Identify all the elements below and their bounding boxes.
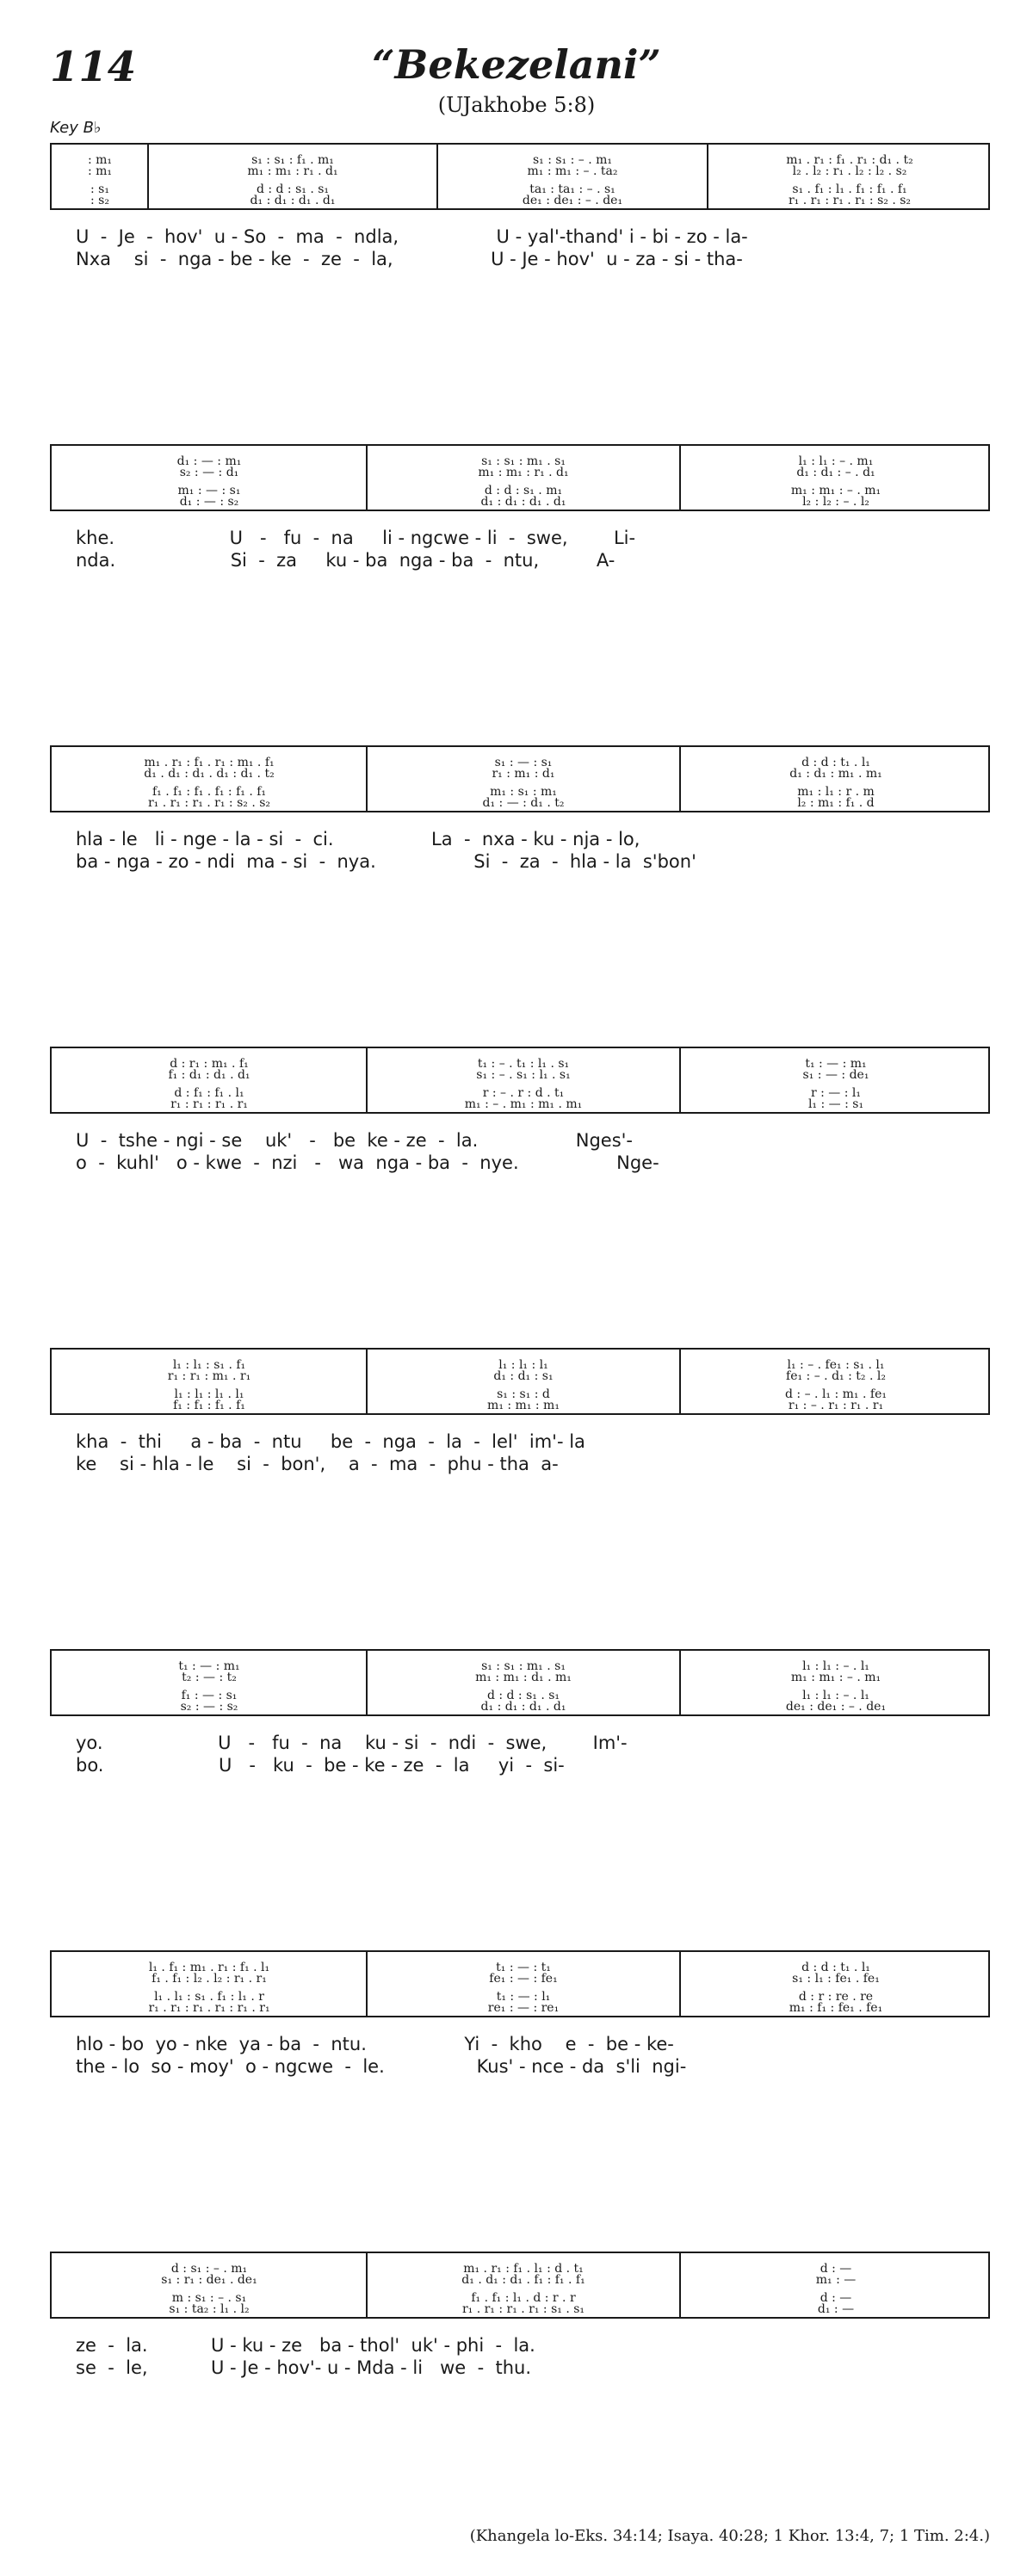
- notation-line: d : d : t₁ . l₁: [801, 756, 870, 769]
- notation-line: : m₁: [87, 164, 113, 178]
- notation-line: r₁ . r₁ : r₁ . r₁ : s₂ . s₂: [788, 194, 912, 207]
- notation-line: l₁ : – . fe₁ : s₁ . l₁: [787, 1358, 885, 1372]
- lyric-line: Nxa si - nga - be - ke - ze - la, U - Je - hov' u - za - si - tha-: [76, 249, 743, 269]
- lyric-line: ke si - hla - le si - bon', a - ma - phu - tha a-: [76, 1454, 559, 1474]
- notation-line: t₂ : — : t₂: [182, 1671, 237, 1684]
- notation-line: f₁ . f₁ : l₂ . l₂ : r₁ . r₁: [152, 1972, 267, 1986]
- notation-line: s₁ : – . s₁ : l₁ . s₁: [476, 1068, 571, 1082]
- notation-line: s₁ : s₁ : m₁ . s₁: [481, 454, 566, 468]
- barline: [366, 446, 368, 510]
- barline: [147, 145, 149, 208]
- notation-line: d : d : t₁ . l₁: [801, 1961, 870, 1974]
- notation-line: m₁ : m₁ : – . ta₂: [527, 164, 618, 178]
- notation-line: d₁ : d₁ : m₁ . m₁: [789, 767, 882, 781]
- barline: [679, 1350, 681, 1413]
- notation-line: de₁ : de₁ : – . de₁: [785, 1700, 887, 1714]
- staff-box: [50, 1348, 990, 1415]
- notation-line: t₁ : – . t₁ : l₁ . s₁: [477, 1057, 570, 1071]
- lyric-line: hlo - bo yo - nke ya - ba - ntu. Yi - kho e - be - ke-: [76, 2034, 674, 2054]
- notation-line: l₁ : — : s₁: [807, 1097, 864, 1111]
- system-4: [50, 1047, 990, 1193]
- system-6: [50, 1649, 990, 1795]
- lyric-line: o - kuhl' o - kwe - nzi - wa nga - ba - nye. Nge-: [76, 1152, 659, 1173]
- notation-line: m₁ : m₁ : r₁ . d₁: [247, 164, 338, 178]
- notation-line: d : – . l₁ : m₁ . fe₁: [785, 1387, 887, 1401]
- lyric-line: the - lo so - moy' o - ngcwe - le. Kus' - nce - da s'li ngi-: [76, 2056, 687, 2077]
- notation-line: m₁ : f₁ : fe₁ . fe₁: [789, 2001, 883, 2015]
- notation-line: s₂ : — : d₁: [179, 466, 239, 479]
- staff-box: [50, 444, 990, 511]
- notation-line: l₁ . l₁ : s₁ . f₁ : l₁ . r: [154, 1990, 264, 2004]
- notation-line: : s₂: [90, 194, 109, 207]
- system-8: [50, 2252, 990, 2398]
- notation-line: r₁ . r₁ : r₁ . r₁ : s₁ . s₁: [461, 2302, 585, 2316]
- notation-line: f₁ : f₁ : f₁ . f₁: [173, 1399, 245, 1412]
- lyric-line: yo. U - fu - na ku - si - ndi - swe, Im'-: [76, 1733, 628, 1753]
- notation-line: r₁ . r₁ : r₁ . r₁ : r₁ . r₁: [148, 2001, 270, 2015]
- lyric-line: ba - nga - zo - ndi ma - si - nya. Si - za - hla - la s'bon': [76, 851, 696, 872]
- notation-line: d₁ : — : s₂: [179, 495, 239, 509]
- notation-line: f₁ . f₁ : f₁ . f₁ : f₁ . f₁: [152, 785, 267, 799]
- notation-line: l₁ : l₁ : l₁: [498, 1358, 548, 1372]
- notation-line: m₁ : — : s₁: [177, 484, 241, 497]
- key-signature: Key B♭: [50, 119, 102, 137]
- notation-line: l₁ : l₁ : – . l₁: [802, 1659, 869, 1673]
- notation-line: r₁ : r₁ : m₁ . r₁: [167, 1369, 251, 1383]
- notation-line: m : s₁ : – . s₁: [171, 2291, 247, 2305]
- notation-line: d : —: [820, 2262, 852, 2276]
- hymn-number: 114: [50, 43, 137, 91]
- notation-line: l₁ : l₁ : l₁ . l₁: [174, 1387, 244, 1401]
- lyric-line: U - tshe - ngi - se uk' - be ke - ze - la. Nges'-: [76, 1130, 634, 1151]
- notation-line: d : —: [820, 2291, 852, 2305]
- hymn-title: “Bekezelani”: [372, 41, 661, 88]
- staff-box: [50, 1649, 990, 1716]
- notation-line: r₁ : r₁ : r₁ . r₁: [170, 1097, 248, 1111]
- system-3: [50, 745, 990, 892]
- notation-line: m₁ : l₁ : r . m: [797, 785, 875, 799]
- notation-line: l₁ : l₁ : – . l₁: [802, 1689, 869, 1702]
- barline: [679, 1048, 681, 1112]
- notation-line: re₁ : — : re₁: [487, 2001, 560, 2015]
- notation-line: l₂ : l₂ : – . l₂: [802, 495, 869, 509]
- barline: [366, 1952, 368, 2016]
- notation-line: d₁ : — : m₁: [176, 454, 242, 468]
- staff-box: [50, 1047, 990, 1114]
- notation-line: s₁ : — : s₁: [494, 756, 553, 769]
- notation-line: d₁ : d₁ : – . d₁: [796, 466, 875, 479]
- lyric-line: bo. U - ku - be - ke - ze - la yi - si-: [76, 1755, 565, 1776]
- notation-line: m₁ . r₁ : f₁ . l₁ : d . t₁: [463, 2262, 584, 2276]
- notation-line: d : d : s₁ . s₁: [256, 182, 330, 196]
- staff-box: [50, 143, 990, 210]
- notation-line: d : d : s₁ . s₁: [486, 1689, 560, 1702]
- notation-line: m₁ : m₁ : d₁ . m₁: [475, 1671, 572, 1684]
- lyric-line: nda. Si - za ku - ba nga - ba - ntu, A-: [76, 550, 615, 571]
- system-1: [50, 143, 990, 289]
- notation-line: s₁ . f₁ : l₁ . f₁ : f₁ . f₁: [792, 182, 907, 196]
- barline: [679, 747, 681, 811]
- notation-line: : m₁: [87, 153, 113, 167]
- notation-line: m₁ : s₁ : m₁: [490, 785, 557, 799]
- notation-line: s₁ : r₁ : de₁ . de₁: [161, 2273, 257, 2287]
- notation-line: d₁ : d₁ : d₁ . d₁: [250, 194, 336, 207]
- barline: [366, 747, 368, 811]
- notation-line: r : – . r : d . t₁: [482, 1086, 565, 1100]
- system-2: [50, 444, 990, 590]
- notation-line: s₁ : s₁ : m₁ . s₁: [481, 1659, 566, 1673]
- notation-line: d₁ : —: [817, 2302, 855, 2316]
- hymn-subtitle: (UJakhobe 5:8): [437, 93, 596, 117]
- notation-line: d₁ : — : d₁ . t₂: [482, 796, 565, 810]
- staff-box: [50, 2252, 990, 2319]
- barline: [707, 145, 708, 208]
- notation-line: d₁ . d₁ : d₁ . f₁ : f₁ . f₁: [461, 2273, 585, 2287]
- notation-line: m₁ : m₁ : – . m₁: [790, 1671, 881, 1684]
- notation-line: d₁ : d₁ : s₁: [493, 1369, 554, 1383]
- notation-line: m₁ : m₁ : m₁: [487, 1399, 560, 1412]
- notation-line: t₁ : — : l₁: [496, 1990, 551, 2004]
- barline: [679, 1651, 681, 1714]
- notation-line: s₁ : ta₂ : l₁ . l₂: [169, 2302, 250, 2316]
- notation-line: t₁ : — : m₁: [178, 1659, 240, 1673]
- lyric-line: hla - le li - nge - la - si - ci. La - nxa - ku - nja - lo,: [76, 829, 640, 849]
- notation-line: r : — : l₁: [810, 1086, 862, 1100]
- notation-line: m₁ . r₁ : f₁ . r₁ : m₁ . f₁: [144, 756, 275, 769]
- notation-line: d₁ : d₁ : d₁ . d₁: [480, 1700, 566, 1714]
- notation-line: t₁ : — : t₁: [496, 1961, 551, 1974]
- notation-line: s₁ : s₁ : d: [497, 1387, 550, 1401]
- lyric-line: kha - thi a - ba - ntu be - nga - la - lel' im'- la: [76, 1431, 585, 1452]
- notation-line: m₁ : m₁ : – . m₁: [790, 484, 881, 497]
- notation-line: r₁ : – . r₁ : r₁ . r₁: [788, 1399, 884, 1412]
- notation-line: s₁ : s₁ : f₁ . m₁: [251, 153, 334, 167]
- barline: [366, 1350, 368, 1413]
- barline: [436, 145, 438, 208]
- lyric-line: khe. U - fu - na li - ngcwe - li - swe, Li-: [76, 528, 636, 548]
- notation-line: d : r₁ : m₁ . f₁: [170, 1057, 249, 1071]
- notation-line: : s₁: [90, 182, 109, 196]
- barline: [366, 1651, 368, 1714]
- staff-box: [50, 745, 990, 812]
- notation-line: m₁ : —: [815, 2273, 857, 2287]
- notation-line: l₁ . f₁ : m₁ . r₁ : f₁ . l₁: [148, 1961, 270, 1974]
- lyric-line: U - Je - hov' u - So - ma - ndla, U - yal'-thand' i - bi - zo - la-: [76, 226, 748, 247]
- notation-line: d : d : s₁ . m₁: [484, 484, 563, 497]
- barline: [679, 446, 681, 510]
- notation-line: s₂ : — : s₂: [180, 1700, 238, 1714]
- notation-line: d₁ . d₁ : d₁ . d₁ : d₁ . t₂: [144, 767, 275, 781]
- notation-line: l₂ : m₁ : f₁ . d: [797, 796, 875, 810]
- lyric-line: se - le, U - Je - hov'- u - Mda - li we - thu.: [76, 2357, 532, 2378]
- notation-line: m₁ : – . m₁ : m₁ . m₁: [464, 1097, 583, 1111]
- notation-line: s₁ : — : de₁: [802, 1068, 869, 1082]
- notation-line: d : f₁ : f₁ . l₁: [174, 1086, 244, 1100]
- notation-line: ta₁ : ta₁ : – . s₁: [529, 182, 615, 196]
- notation-line: l₂ . l₂ : r₁ . l₂ : l₂ . s₂: [792, 164, 907, 178]
- system-5: [50, 1348, 990, 1494]
- notation-line: m₁ . r₁ : f₁ . r₁ : d₁ . t₂: [786, 153, 913, 167]
- barline: [366, 2253, 368, 2317]
- notation-line: s₁ : l₁ : fe₁ . fe₁: [792, 1972, 880, 1986]
- barline: [679, 1952, 681, 2016]
- notation-line: fe₁ : – . d₁ : t₂ . l₂: [786, 1369, 886, 1383]
- notation-line: t₁ : — : m₁: [805, 1057, 867, 1071]
- notation-line: r₁ . r₁ : r₁ . r₁ : s₂ . s₂: [147, 796, 271, 810]
- notation-line: de₁ : de₁ : – . de₁: [522, 194, 623, 207]
- notation-line: f₁ . f₁ : l₁ . d : r . r: [471, 2291, 576, 2305]
- notation-line: d : s₁ : – . m₁: [170, 2262, 248, 2276]
- notation-line: d₁ : d₁ : d₁ . d₁: [480, 495, 566, 509]
- staff-box: [50, 1950, 990, 2017]
- references: (Khangela lo-Eks. 34:14; Isaya. 40:28; 1 Khor. 13:4, 7; 1 Tim. 2:4.): [469, 2527, 990, 2545]
- notation-line: d : r : re . re: [798, 1990, 874, 2004]
- notation-line: r₁ : m₁ : d₁: [492, 767, 555, 781]
- notation-line: l₁ : l₁ : – . m₁: [798, 454, 874, 468]
- notation-line: fe₁ : — : fe₁: [489, 1972, 558, 1986]
- system-7: [50, 1950, 990, 2097]
- notation-line: m₁ : m₁ : r₁ . d₁: [478, 466, 569, 479]
- barline: [366, 1048, 368, 1112]
- notation-line: l₁ : l₁ : s₁ . f₁: [172, 1358, 246, 1372]
- lyric-line: ze - la. U - ku - ze ba - thol' uk' - phi - la.: [76, 2335, 535, 2356]
- barline: [679, 2253, 681, 2317]
- notation-line: f₁ : d₁ : d₁ . d₁: [168, 1068, 251, 1082]
- notation-line: s₁ : s₁ : – . m₁: [532, 153, 613, 167]
- notation-line: f₁ : — : s₁: [181, 1689, 238, 1702]
